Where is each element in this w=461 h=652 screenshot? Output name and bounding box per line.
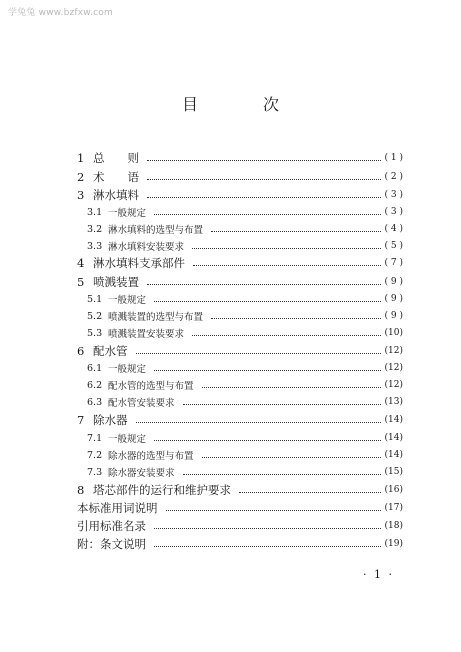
toc-number: 6 [77,344,85,358]
toc-leader [154,545,381,547]
toc-label: 术 语 [93,170,139,184]
toc-number: 3.1 [87,206,103,218]
toc-number: 6.1 [87,362,103,374]
toc-entry-7 [77,411,403,429]
toc-label: 淋水填料的选型与布置 [108,225,204,236]
toc-page: (14) [384,450,403,460]
toc-label: 淋水填料安装要求 [108,242,185,253]
toc-entry-3-1 [87,203,403,221]
toc-entry-appendix [77,535,403,553]
toc-label: 一般规定 [108,295,147,306]
toc-page: (12) [384,363,403,373]
toc-label: 配水管安装要求 [108,398,175,409]
toc-entry-3-2 [87,220,403,238]
toc-entry-terms-explanation [77,499,403,517]
toc-label: 淋水填料 [93,188,139,202]
toc-page: ( 5 ) [384,241,403,251]
toc-page: (12) [384,346,403,356]
toc-entry-8 [77,481,403,499]
toc-number: 5.2 [87,310,103,322]
toc-number: 5.1 [87,293,103,305]
toc-page: (12) [384,380,403,390]
toc-number: 6.3 [87,396,103,408]
toc-page: ( 7 ) [384,258,403,268]
toc-entry-4 [77,254,403,272]
toc-number: 3.2 [87,223,103,235]
toc-number: 5.3 [87,327,103,339]
toc-page: ( 1 ) [384,153,403,163]
toc-leader [154,369,381,371]
toc-label: 一般规定 [108,208,147,219]
toc-number: 7.1 [87,432,103,444]
toc-page: (18) [384,521,403,531]
toc-entry-5-2 [87,307,403,325]
toc-leader [211,317,381,319]
toc-page: (14) [384,415,403,425]
toc-number: 2 [77,170,85,184]
toc-label: 除水器 [93,413,128,427]
toc-leader [154,213,381,215]
page-title: 目 次 [181,95,310,114]
toc-page: (10) [384,328,403,338]
toc-number: 1 [77,151,85,165]
toc-page: (14) [384,433,403,443]
toc-page: ( 9 ) [384,311,403,321]
toc-entry-7-2 [87,446,403,464]
toc-label: 一般规定 [108,434,147,445]
toc-label: 配水管的选型与布置 [108,381,194,392]
toc-entry-3 [77,186,403,204]
toc-leader [193,264,381,266]
toc-leader [147,159,381,161]
toc-label: 除水器安装要求 [108,468,175,479]
toc-label: 塔芯部件的运行和维护要求 [93,483,231,497]
toc-leader [154,527,381,529]
toc-label: 本标准用词说明 [77,501,158,515]
toc-number: 5 [77,275,85,289]
toc-page: (16) [384,485,403,495]
toc-leader [202,456,381,458]
toc-label: 引用标准名录 [77,519,146,533]
toc-number: 3 [77,188,85,202]
toc-leader [192,334,381,336]
toc-leader [183,473,381,475]
toc-label: 淋水填料支承部件 [93,256,185,270]
toc-label: 总 则 [93,151,139,165]
toc-entry-3-3 [87,237,403,255]
toc-page: ( 2 ) [384,172,403,182]
toc-leader [154,439,381,441]
toc-entry-6 [77,342,403,360]
toc-label: 喷溅装置 [93,275,139,289]
toc-label: 喷溅装置的选型与布置 [108,312,204,323]
toc-leader [154,300,381,302]
toc-number: 7 [77,413,85,427]
toc-label: 喷溅装置安装要求 [108,329,185,340]
toc-page: ( 4 ) [384,224,403,234]
toc-entry-referenced-standards [77,517,403,535]
toc-number: 3.3 [87,240,103,252]
toc-leader [147,283,381,285]
toc-leader [202,386,381,388]
toc-entry-6-3 [87,393,403,411]
toc-label: 一般规定 [108,364,147,375]
toc-leader [147,196,381,198]
toc-number: 7.2 [87,449,103,461]
toc-page: ( 9 ) [384,277,403,287]
toc-entry-5-3 [87,324,403,342]
toc-label: 除水器的选型与布置 [108,451,194,462]
toc-number: 4 [77,256,85,270]
toc-leader [136,421,381,423]
toc-page: ( 3 ) [384,207,403,217]
watermark: 学兔兔 www.bzfxw.com [8,8,113,18]
toc-number: 6.2 [87,379,103,391]
toc-page: ( 9 ) [384,294,403,304]
toc-number: 8 [77,483,85,497]
toc-leader [147,178,381,180]
toc-entry-5-1 [87,290,403,308]
toc-page: ( 3 ) [384,190,403,200]
toc-leader [192,247,381,249]
toc-page: (19) [384,539,403,549]
toc-label: 配水管 [93,344,128,358]
toc-leader [166,509,381,511]
toc-leader [183,403,381,405]
toc-entry-7-1 [87,429,403,447]
toc-entry-1 [77,149,403,167]
toc-entry-2 [77,168,403,186]
page-number: · 1 · [363,568,394,581]
toc-entry-7-3 [87,463,403,481]
toc-leader [211,230,381,232]
toc-leader [136,352,381,354]
toc-page: (17) [384,503,403,513]
toc-entry-6-1 [87,359,403,377]
toc-page: (15) [384,467,403,477]
toc-number: 7.3 [87,466,103,478]
toc-label: 附：条文说明 [77,537,146,551]
toc-page: (13) [384,397,403,407]
toc-entry-6-2 [87,376,403,394]
toc-entry-5 [77,273,403,291]
toc-leader [239,491,381,493]
